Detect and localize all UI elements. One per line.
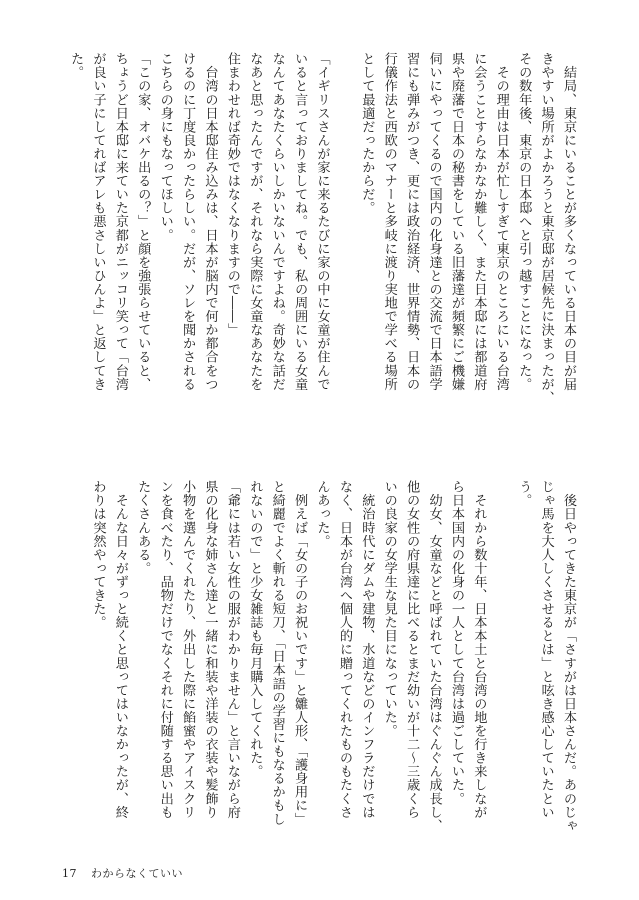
text-line: なんてあなたくらいしかいないんですよね。奇妙な話だ xyxy=(269,52,285,391)
text-line: 県や廃藩で日本の秘書をしている旧藩達が頻繁にご機嫌 xyxy=(448,52,464,391)
text-block-top xyxy=(19,52,579,447)
text-line: けるのに丁度良かったらしい。だが、ソレを聞かされる xyxy=(180,52,196,391)
text-line: 「イギリスさんが家に来るたびに家の中に女童が住んで xyxy=(314,52,330,391)
text-line: 後日やってきた東京が「さすがは日本さんだ。あのじゃ xyxy=(561,480,576,833)
text-line: 幼女、女童などと呼ばれていた台湾はぐんぐん成長し、 xyxy=(426,480,442,833)
text-line: 行儀作法と西欧のマナーと多岐に渡り実地で学べる場所 xyxy=(381,52,397,391)
text-line: その数年後、東京の日本邸へと引っ越すことになった。 xyxy=(516,52,532,391)
text-line: に会うことすらなかなか難しく、また日本邸には都道府 xyxy=(471,52,487,391)
text-line: そんな日々がずっと続くと思ってはいなかったが、終 xyxy=(112,480,128,819)
text-line: いの良家の女学生な見た目になっていた。 xyxy=(381,480,397,738)
text-line: その理由は日本が忙しすぎて東京のところにいる台湾 xyxy=(493,52,509,391)
text-line: ちょうど日本邸に来ていた京都がニッコリ笑って「台湾 xyxy=(112,52,128,391)
text-line: 結局、東京にいることが多くなっている日本の目が届 xyxy=(561,52,576,391)
text-line: それから数十年、日本本土と台湾の地を行き来しなが xyxy=(471,480,487,819)
text-line: う。 xyxy=(516,480,532,508)
text-line: 県の化身な姉さん達と一緒に和装や洋装の衣装や髪飾り xyxy=(202,480,218,819)
text-line: 統治時代にダムや建物、水道などのインフラだけでは xyxy=(359,480,375,819)
text-line: が良い子にしてればアレも悪さしいひんよ」と返してき xyxy=(90,52,106,391)
text-line: きやすい場所がよかろうと東京邸が居候先に決まったが、 xyxy=(538,52,554,405)
text-line: ンを食べたり、品物だけでなくそれに付随する思い出も xyxy=(157,480,173,819)
text-line: なあと思ったんですが、それなら実際に女童なあなたを xyxy=(247,52,263,391)
text-line: と綺麗でよく斬れる短刀、「日本語の学習にもなるかもし xyxy=(269,480,285,826)
text-line: こちらの身にもなってほしい。 xyxy=(157,52,173,242)
text-line: 台湾の日本邸住み込みは、日本が脳内で何か都合をつ xyxy=(202,52,218,391)
text-line: たくさんある。 xyxy=(135,480,151,575)
text-line: れないので」と少女雑誌も毎月購入してくれた。 xyxy=(247,480,263,779)
text-line: 伺いにやってくるので国内の化身達との交流で日本語学 xyxy=(426,52,442,391)
page-number: 17 xyxy=(62,867,77,880)
text-line: 例えば「女の子のお祝いです」と雛人形、「護身用に」 xyxy=(292,480,308,826)
text-block-bottom xyxy=(19,480,579,855)
text-line: わりは突然やってきた。 xyxy=(90,480,106,630)
text-line: 小物を選んでくれたり、外出した際に餡蜜やアイスクリ xyxy=(180,480,196,819)
page-footer xyxy=(62,865,193,881)
text-line: いると言っておりましてね。でも、私の周囲にいる女童 xyxy=(292,52,308,391)
text-line: 「この家、オバケ出るの？」と顔を強張らせていると、 xyxy=(135,52,151,391)
text-line: んあった。 xyxy=(314,480,330,548)
text-line: なく、日本が台湾へ個人的に贈ってくれたものもたくさ xyxy=(336,480,352,819)
text-line: 他の女性の府県達に比べるとまだ幼いが十二〜三歳くら xyxy=(404,480,420,819)
text-line: ら日本国内の化身の一人として台湾は過ごしていた。 xyxy=(448,480,464,806)
text-line: 習にも弾みがつき、更には政治経済、世界情勢、日本の xyxy=(404,52,420,391)
text-line: じゃ馬を大人しくさせるとは」と呟き感心していたとい xyxy=(538,480,554,819)
text-line: として最適だったからだ。 xyxy=(359,52,375,215)
running-title: わからなくていい xyxy=(91,867,183,880)
text-line: 住まわせれば奇妙ではなくなりますので――」 xyxy=(224,52,240,337)
text-line: た。 xyxy=(68,52,84,80)
text-line: 「爺には若い女性の服がわかりません」と言いながら府 xyxy=(224,480,240,819)
